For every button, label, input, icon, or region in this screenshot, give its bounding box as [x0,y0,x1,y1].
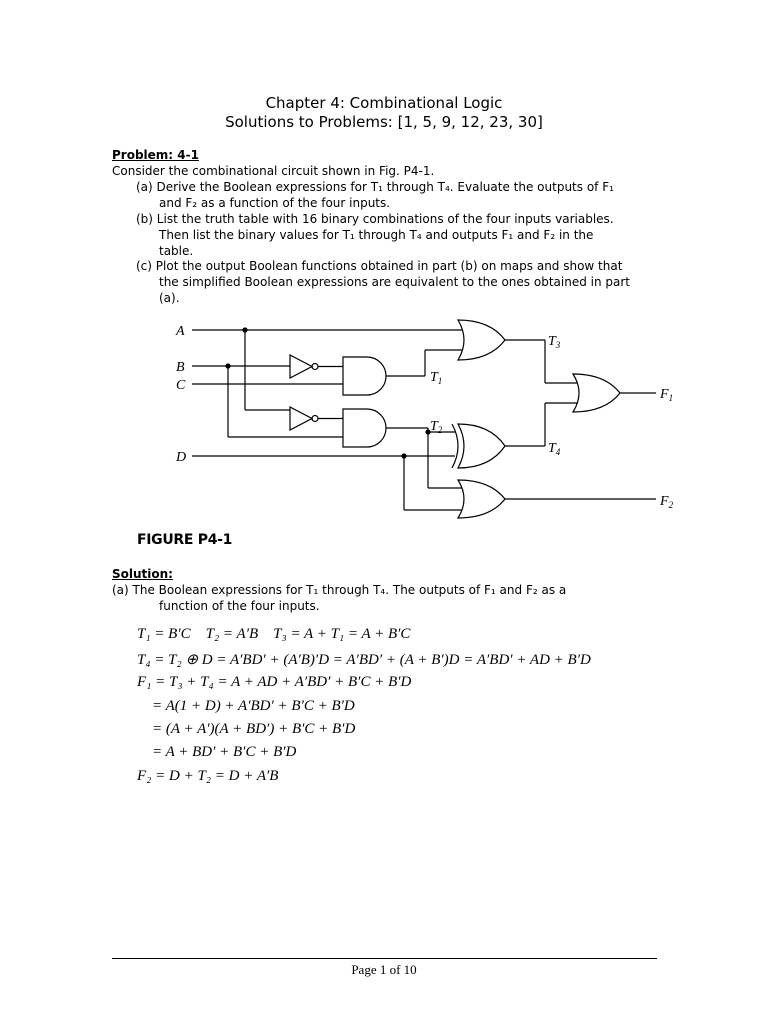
input-c-label: C [176,378,186,393]
solution-heading: Solution: [112,567,173,581]
footer-divider [112,958,657,959]
f2-label: $F_2$ [660,494,674,510]
solutions-subtitle: Solutions to Problems: [1, 5, 9, 12, 23, 30] [225,113,543,131]
equation-line-7: F₂ = D + T₂ = D + A′B [137,768,279,784]
t3-label: $T_3$ [548,334,561,350]
part-c-line3: (a). [159,291,180,305]
equation-line-3: F₁ = T₃ + T₄ = A + AD + A′BD′ + B′C + B′D [137,674,412,690]
equation-line-4: = A(1 + D) + A′BD′ + B′C + B′D [152,698,355,714]
equation-line-2: T₄ = T₂ ⊕ D = A′BD′ + (A′B)′D = A′BD′ + (A + B′)D = A′BD′ + AD + B′D [137,652,591,668]
part-c-line2: the simplified Boolean expressions are equivalent to the ones obtained in part [159,275,630,289]
input-d-label: D [176,450,187,465]
problem-heading: Problem: 4-1 [112,148,199,162]
f1-label: $F_1$ [660,387,674,403]
t4-label: $T_4$ [548,441,561,457]
solution-part-a-line2: function of the four inputs. [159,599,320,613]
part-c-line1: (c) Plot the output Boolean functions obtained in part (b) on maps and show that [136,259,623,273]
problem-intro: Consider the combinational circuit shown in Fig. P4-1. [112,164,435,178]
part-b-line2: Then list the binary values for T₁ through T₄ and outputs F₁ and F₂ in the [159,228,594,242]
solution-part-a-line1: (a) The Boolean expressions for T₁ through T₄. The outputs of F₁ and F₂ as a [112,583,567,597]
t2-label: $T_2$ [430,419,443,435]
part-a-line2: and F₂ as a function of the four inputs. [159,196,391,210]
page-number: Page 1 of 10 [351,962,417,977]
equation-line-6: = A + BD′ + B′C + B′D [152,744,297,760]
t1-label: $T_1$ [430,370,443,386]
chapter-title: Chapter 4: Combinational Logic [265,94,503,112]
part-b-line1: (b) List the truth table with 16 binary combinations of the four inputs variables. [136,212,614,226]
input-a-label: A [176,324,185,339]
part-a-line1: (a) Derive the Boolean expressions for T₁ through T₄. Evaluate the outputs of F₁ [136,180,614,194]
equation-line-1: T₁ = B′C T₂ = A′B T₃ = A + T₁ = A + B′C [137,626,411,642]
part-b-line3: table. [159,244,194,258]
figure-caption: FIGURE P4-1 [137,532,233,548]
input-b-label: B [176,360,185,375]
equation-line-5: = (A + A′)(A + BD′) + B′C + B′D [152,721,356,737]
